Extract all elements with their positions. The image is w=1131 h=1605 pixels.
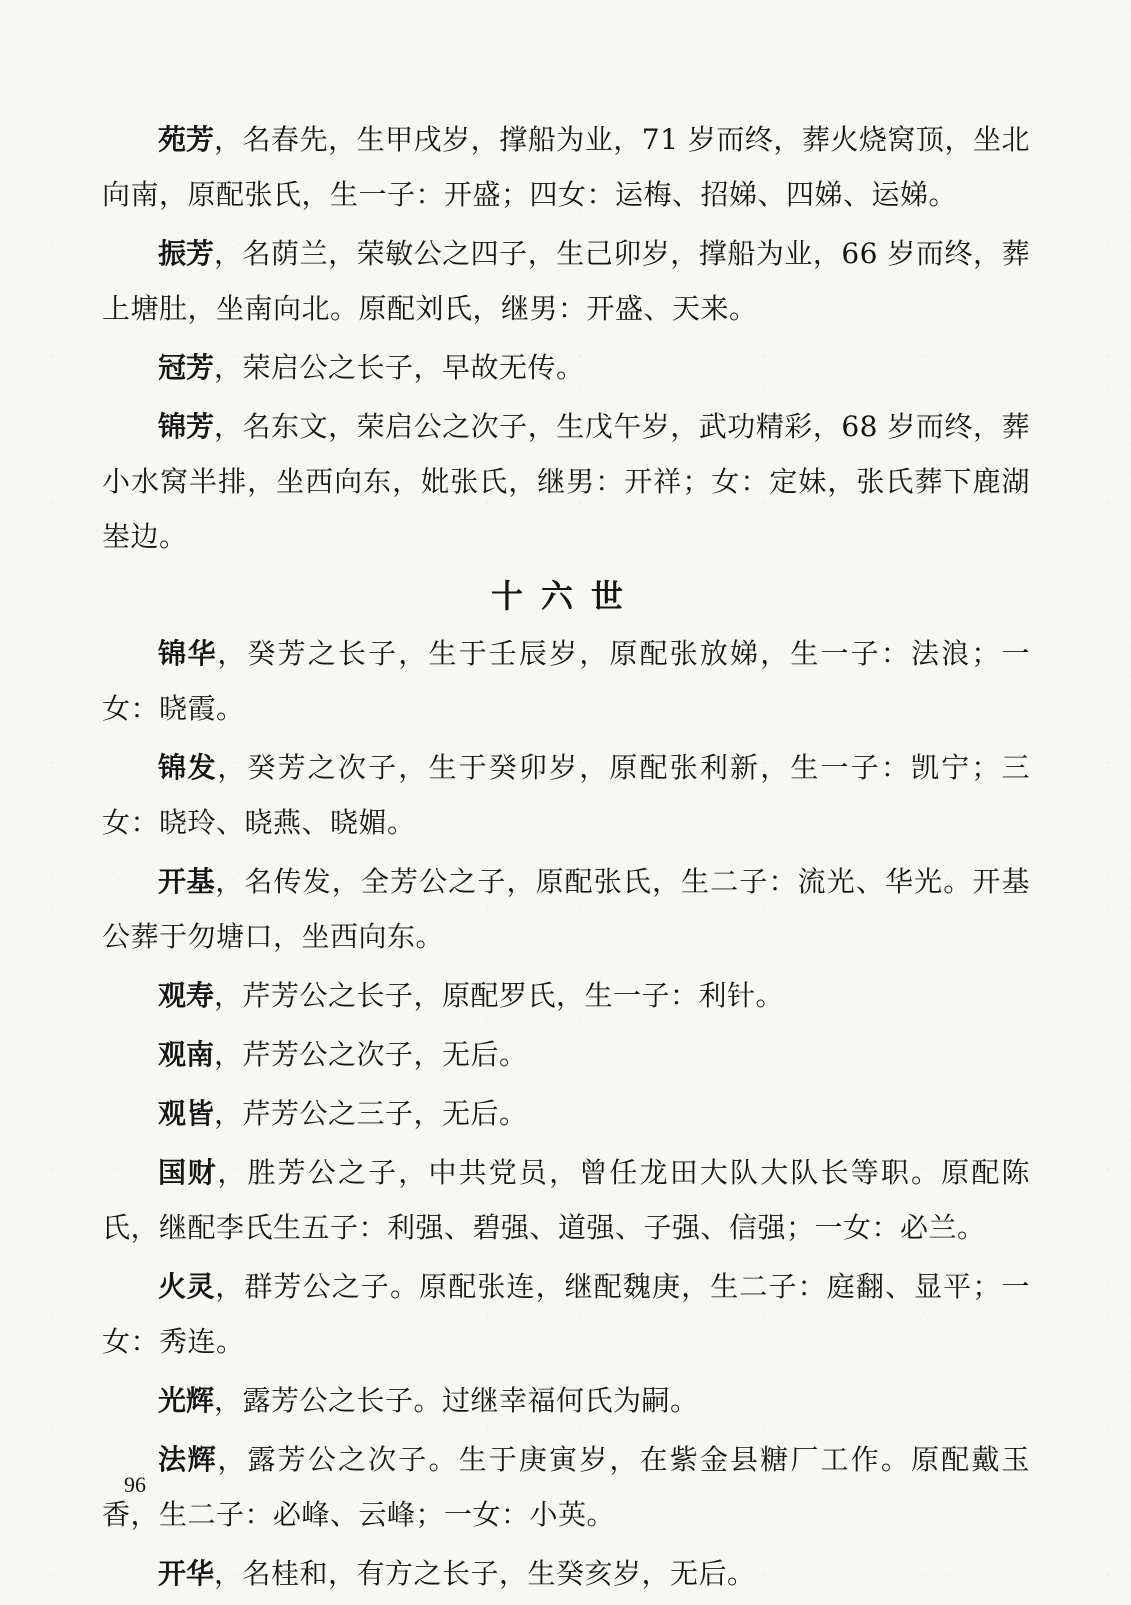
genealogy-entry xyxy=(102,740,1030,850)
genealogy-text-block xyxy=(102,112,1030,1605)
genealogy-entry xyxy=(102,1432,1030,1542)
entry-name: 观南 xyxy=(158,1038,215,1071)
entry-name: 开基 xyxy=(158,865,216,898)
entry-text: ，癸芳之长子，生于壬辰岁，原配张放娣，生一子：法浪；一女：晓霞。 xyxy=(102,637,1030,725)
entry-text: ，名春先，生甲戌岁，撑船为业，71 岁而终，葬火烧窝顶，坐北向南，原配张氏，生一子：开盛；四女：运梅、招娣、四娣、运娣。 xyxy=(102,123,1030,211)
entry-name: 法辉 xyxy=(158,1443,218,1476)
entry-text: ，名东文，荣启公之次子，生戊午岁，武功精彩，68 岁而终，葬小水窝半排，坐西向东，妣张氏，继男：开祥；女：定妹，张氏葬下鹿湖峚边。 xyxy=(102,410,1030,553)
entry-text: ，荣启公之长子，早故无传。 xyxy=(214,351,585,384)
entry-name: 锦芳 xyxy=(158,410,215,443)
entry-name: 锦华 xyxy=(158,637,218,670)
entry-text: ，名荫兰，荣敏公之四子，生己卯岁，撑船为业，66 岁而终，葬上塘肚，坐南向北。原配刘氏，继男：开盛、天来。 xyxy=(102,237,1030,325)
entry-text: ，癸芳之次子，生于癸卯岁，原配张利新，生一子：凯宁；三女：晓玲、晓燕、晓媚。 xyxy=(102,751,1030,839)
entry-name: 振芳 xyxy=(158,237,215,270)
genealogy-entry xyxy=(102,1086,1030,1141)
entry-name: 国财 xyxy=(158,1156,218,1189)
entry-name: 光辉 xyxy=(158,1384,215,1417)
entry-name: 观寿 xyxy=(158,979,215,1012)
entry-name: 锦发 xyxy=(158,751,218,784)
genealogy-entry xyxy=(102,399,1030,564)
entry-name: 观皆 xyxy=(158,1097,215,1130)
entry-text: ，群芳公之子。原配张连，继配魏庚，生二子：庭翻、显平；一女：秀连。 xyxy=(102,1270,1030,1358)
genealogy-entry xyxy=(102,854,1030,964)
genealogy-entry xyxy=(102,1145,1030,1255)
genealogy-entry xyxy=(102,1373,1030,1428)
genealogy-entry xyxy=(102,1259,1030,1369)
entry-text: ，露芳公之长子。过继幸福何氏为嗣。 xyxy=(214,1384,699,1417)
page-number: 96 xyxy=(124,1472,146,1497)
section-title: 十六世 xyxy=(490,577,641,615)
genealogy-entry xyxy=(102,340,1030,395)
entry-name: 火灵 xyxy=(158,1270,216,1303)
genealogy-entry xyxy=(102,1546,1030,1601)
entry-name: 开华 xyxy=(158,1557,215,1590)
entry-text: ，胜芳公之子，中共党员，曾任龙田大队大队长等职。原配陈氏，继配李氏生五子：利强、碧强、道强、子强、信强；一女：必兰。 xyxy=(102,1156,1030,1244)
entry-text: ，名桂和，有方之长子，生癸亥岁，无后。 xyxy=(214,1557,756,1590)
genealogy-entry xyxy=(102,226,1030,336)
entry-name: 苑芳 xyxy=(158,123,215,156)
entry-text: ，露芳公之次子。生于庚寅岁，在紫金县糖厂工作。原配戴玉香，生二子：必峰、云峰；一女：小英。 xyxy=(102,1443,1030,1531)
entry-name: 冠芳 xyxy=(158,351,215,384)
genealogy-entry xyxy=(102,1027,1030,1082)
entry-text: ，芹芳公之次子，无后。 xyxy=(214,1038,528,1071)
entry-text: ，芹芳公之三子，无后。 xyxy=(214,1097,528,1130)
entry-text: ，芹芳公之长子，原配罗氏，生一子：利针。 xyxy=(214,979,785,1012)
genealogy-entry xyxy=(102,626,1030,736)
genealogy-entry xyxy=(102,112,1030,222)
genealogy-entry xyxy=(102,968,1030,1023)
entry-text: ，名传发，全芳公之子，原配张氏，生二子：流光、华光。开基公葬于勿塘口，坐西向东。 xyxy=(102,865,1030,953)
